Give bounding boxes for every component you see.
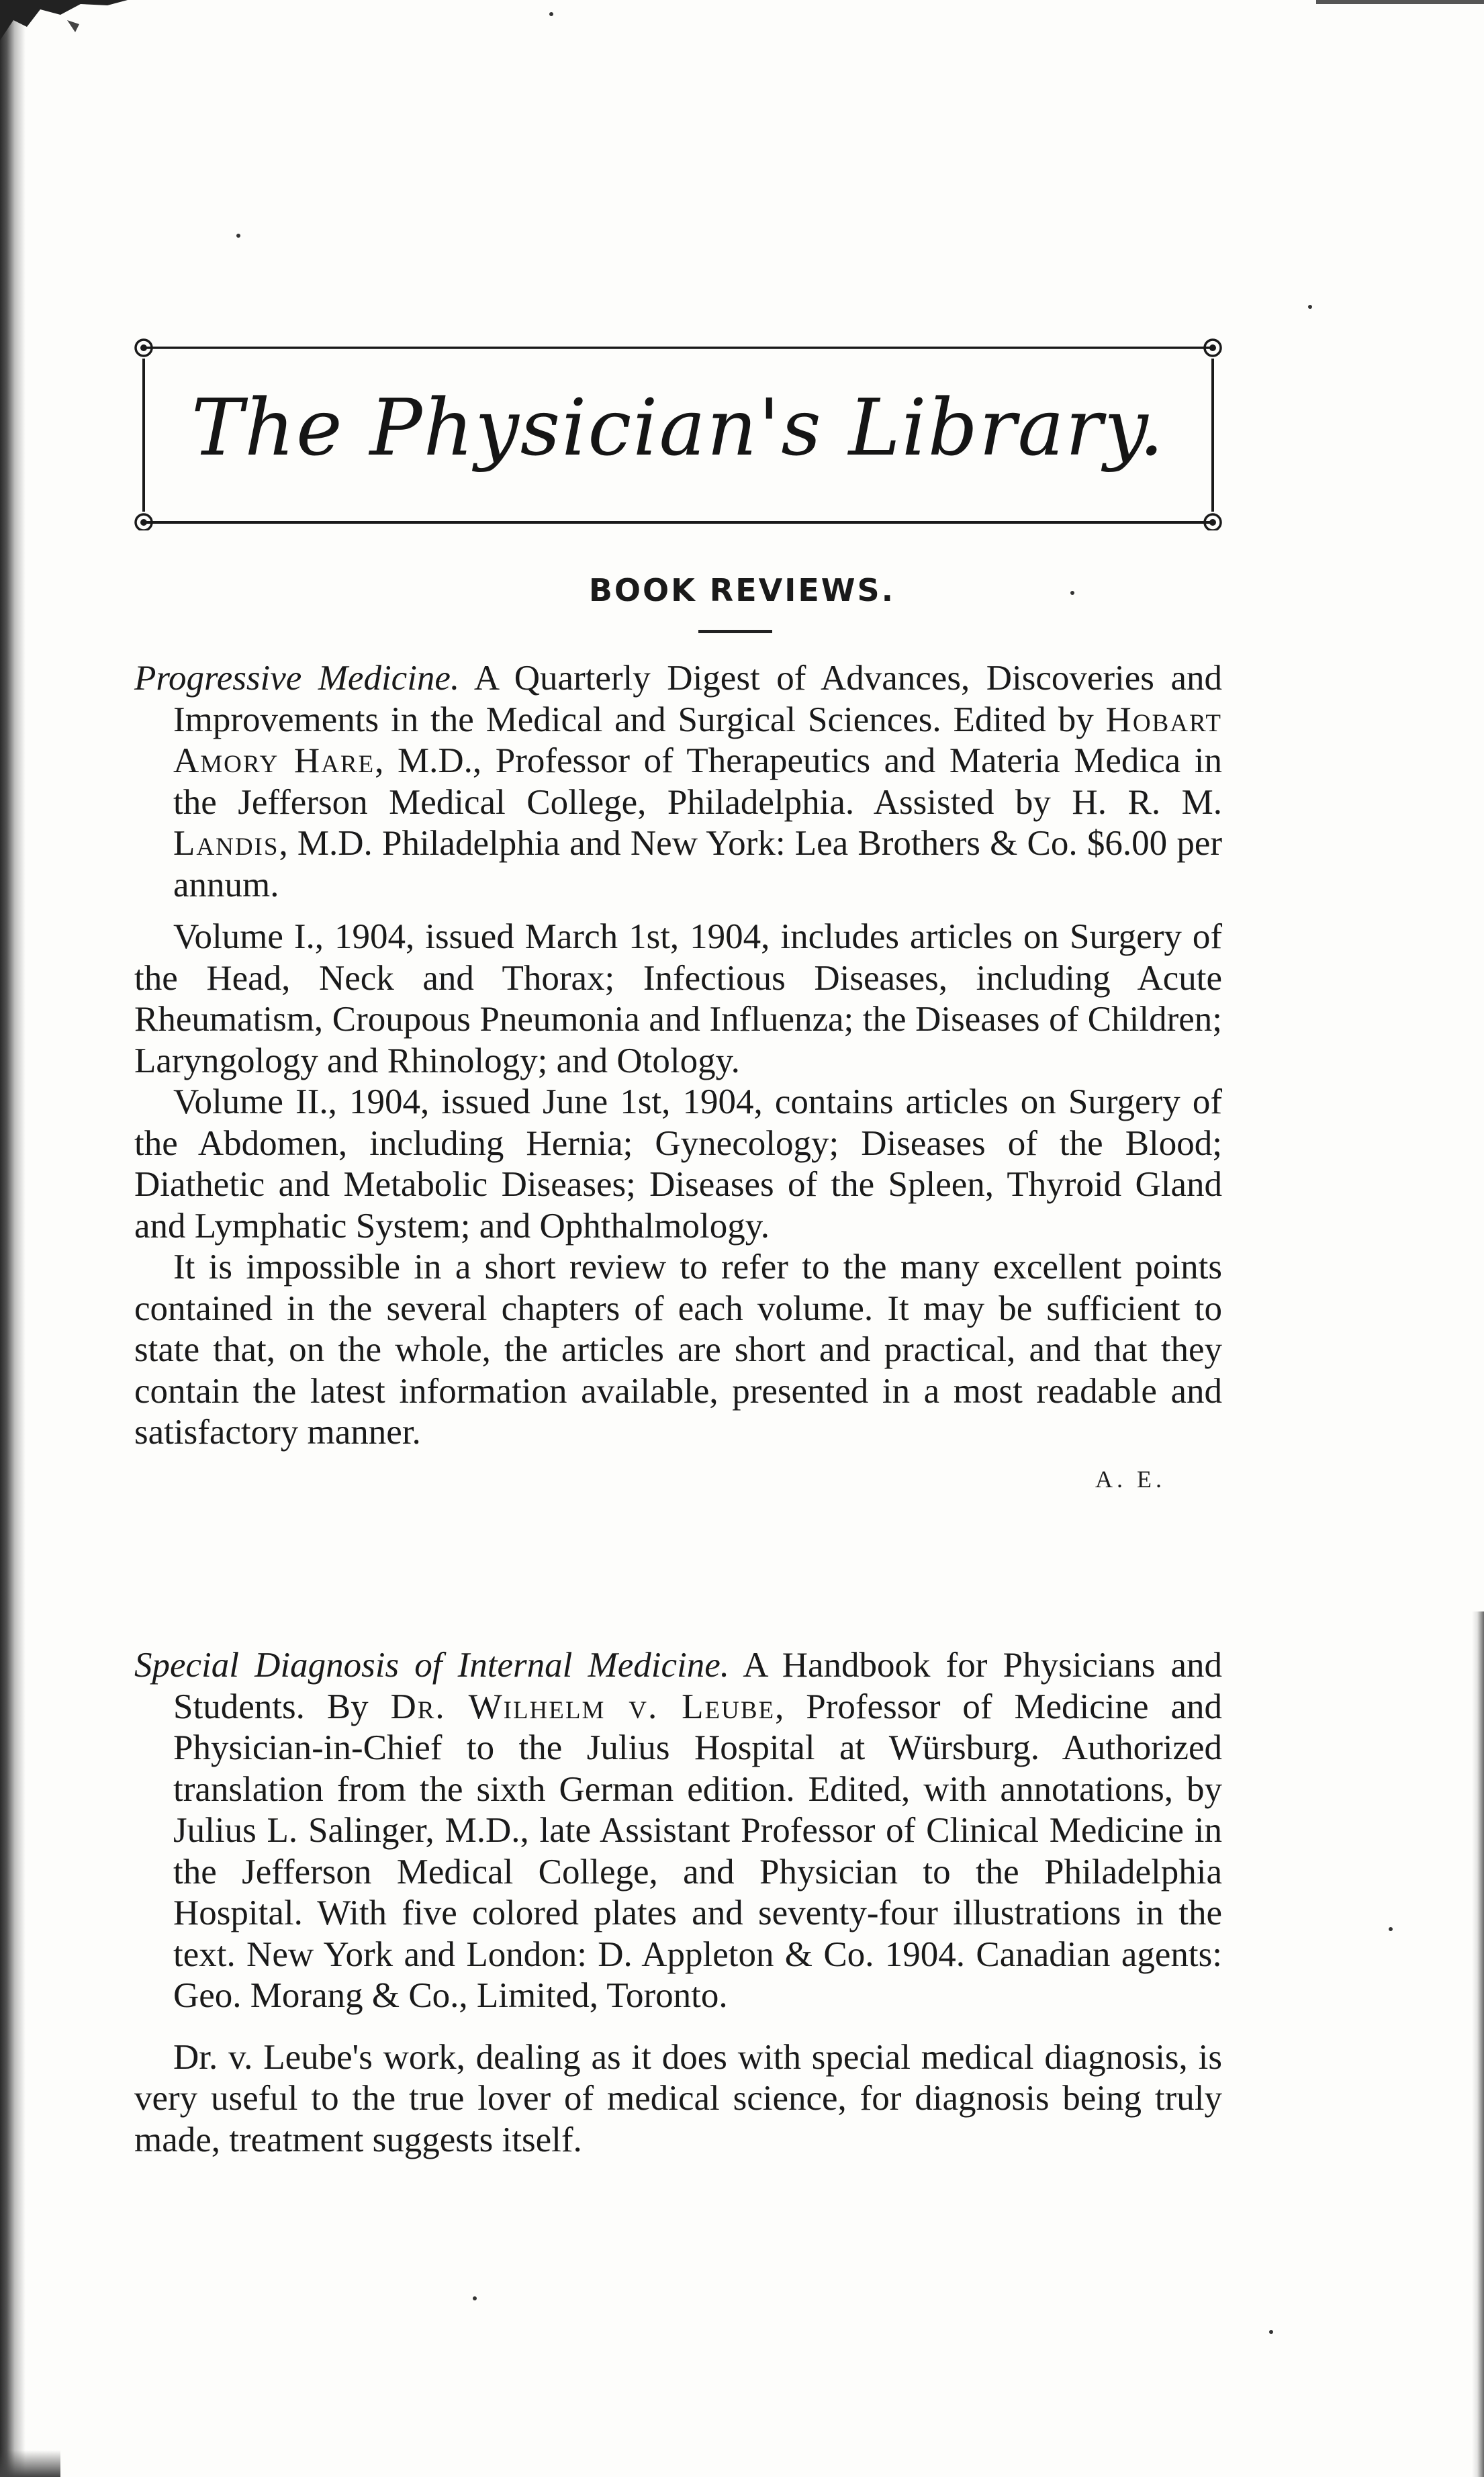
- scan-speck: [1308, 305, 1312, 309]
- review-citation: [134, 1645, 1222, 2017]
- citation-text: , M.D. Philadelphia and New York: Lea Brothers & Co. $6.00 per annum.: [173, 824, 1222, 904]
- heading-rule: [698, 630, 772, 633]
- scan-speck: [1389, 1927, 1393, 1931]
- scan-speck: [473, 2296, 477, 2300]
- book-title: Progressive Medicine.: [134, 659, 460, 698]
- scan-speck: [236, 234, 240, 238]
- scan-edge-top-right: [1316, 0, 1484, 4]
- book-title: Special Diagnosis of Internal Medicine.: [134, 1646, 729, 1685]
- scan-speck: [1269, 2330, 1273, 2334]
- scan-corner-mark: [0, 0, 128, 54]
- review-paragraph: Volume II., 1904, issued June 1st, 1904, contains articles on Surgery of the Abdomen, including Hernia; Gynecology; Diseases of the Blood; Diathetic and Metabolic Diseases; Diseases of the Spleen, Thyroid Gland and Lymphatic System; and Ophthalmology.: [134, 1082, 1222, 1246]
- review-paragraph: It is impossible in a short review to refer to the many excellent points contained in the several chapters of each volume. It may be sufficient to state that, on the whole, the articles are short and practical, and that they contain the latest information available, presented in a most readable and satisfactory manner.: [134, 1248, 1222, 1452]
- review-special-diagnosis: [134, 1645, 1222, 2161]
- editor-name: Hobart Amory Hare: [173, 700, 1222, 780]
- citation-text: A Quarterly Digest of Advances, Discoveries and Improvements in the Medical and Surgical Sciences. Edited by: [173, 659, 1222, 739]
- author-name: Dr. Wilhelm v. Leube: [390, 1687, 776, 1726]
- scan-speck: [549, 12, 553, 16]
- masthead-title: The Physician's Library.: [191, 383, 1166, 473]
- review-paragraph: Volume I., 1904, issued March 1st, 1904, includes articles on Surgery of the Head, Neck and Thorax; Infectious Diseases, including Acute Rheumatism, Croupous Pneumonia and Influenza; the Diseases of Children; Laryngology and Rhinology; and Otology.: [134, 917, 1222, 1080]
- section-heading: BOOK REVIEWS.: [588, 572, 896, 608]
- scan-edge-right: [1472, 1611, 1484, 2477]
- citation-text: , Professor of Medicine and Physician-in-Chief to the Julius Hospital at Würsburg. Authorized translation from the sixth German edition. Edited, with annotations, by Julius L. Salinger, M.D., late Assistant Professor of Clinical Medicine in the Jefferson Medical College, and Physician to the Philadelphia Hospital. With five colored plates and seventy-four illustrations in the text. New York and London: D. Appleton & Co. 1904. Canadian agents: Geo. Morang & Co., Limited, Toronto.: [173, 1687, 1222, 2015]
- masthead-frame: [134, 336, 1222, 530]
- citation-text: A Handbook for Physicians and Students. By: [173, 1646, 1222, 1726]
- review-progressive-medicine: [134, 658, 1222, 1500]
- reviewer-initials: A. E.: [1095, 1465, 1166, 1493]
- scan-edge-left: [0, 0, 26, 2477]
- review-citation: [134, 658, 1222, 906]
- scan-edge-bottom-left: [0, 2450, 60, 2477]
- assistant-name: Landis: [173, 824, 279, 863]
- citation-text: , M.D., Professor of Therapeutics and Materia Medica in the Jefferson Medical College, Philadelphia. Assisted by H. R. M.: [173, 741, 1222, 822]
- review-paragraph: Dr. v. Leube's work, dealing as it does with special medical diagnosis, is very useful to the true lover of medical science, for diagnosis being truly made, treatment suggests itself.: [134, 2037, 1222, 2159]
